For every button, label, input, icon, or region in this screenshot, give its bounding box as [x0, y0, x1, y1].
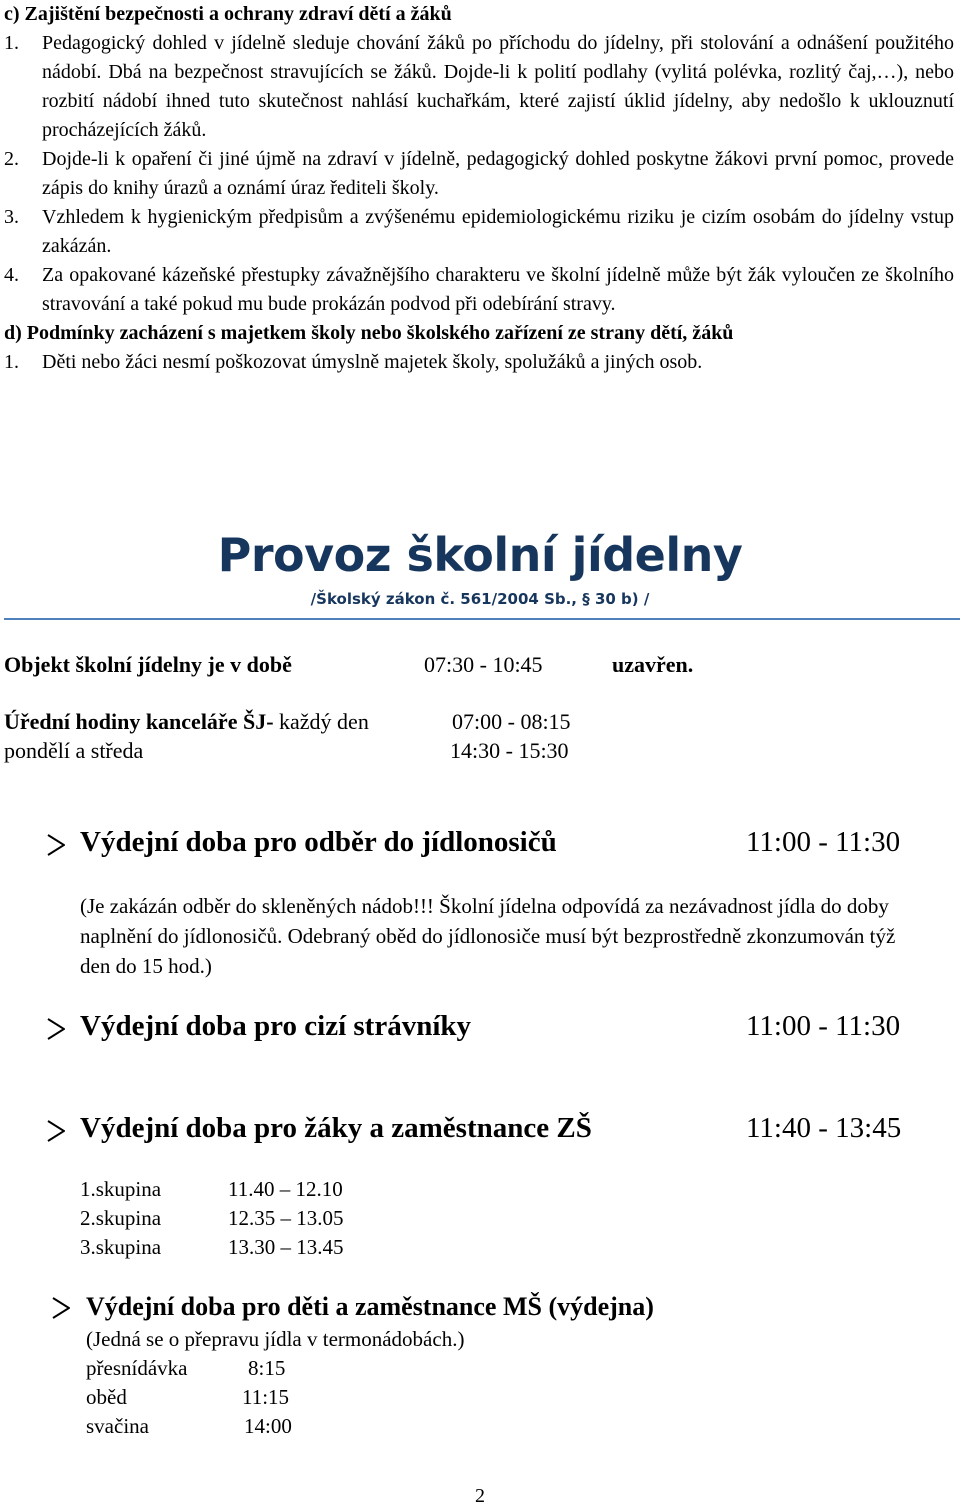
item-text: Pedagogický dohled v jídelně sleduje chování žáků po příchodu do jídelny, při stolování a odnášení použitého nádobí. Dbá na bezpečnost stravujících se žáků. Dojde-li k polití podlahy (vylitá polévka, rozlitý čaj,…), nebo rozbití nádobí ihned tuto skutečnost nahlásí kuchařkám, které zajistí úklid jídelny, aby nedošlo k uklouznutí procházejících žáků.: [42, 32, 954, 141]
office-hours-days: pondělí a středa: [4, 738, 144, 763]
list-item: [4, 261, 954, 319]
arrowhead-bullet-icon: [47, 1018, 65, 1040]
item-text: Za opakované kázeňské přestupky závažnějšího charakteru ve školní jídelně může být žák vyloučen ze školního stravování a také pokud mu bude prokázán podvod při odebírání stravy.: [42, 264, 954, 315]
meal-time: 14:00: [244, 1414, 292, 1438]
page-subtitle: /Školský zákon č. 561/2004 Sb., § 30 b) /: [310, 590, 650, 608]
group-time: 13.30 – 13.45: [228, 1235, 344, 1259]
item-text: Dojde-li k opaření či jiné újmě na zdraví v jídelně, pedagogický dohled poskytne žákovi první pomoc, provede zápis do knihy úrazů a oznámí úraz řediteli školy.: [42, 148, 954, 199]
item-number: 4.: [4, 264, 19, 286]
page-title: Provoz školní jídelny: [217, 528, 743, 582]
item-number: 2.: [4, 148, 19, 170]
office-hours-label: [4, 709, 369, 735]
item-number: 1.: [4, 32, 19, 54]
closed-time: 07:30 - 10:45: [424, 652, 543, 677]
page-number: 2: [475, 1485, 485, 1507]
serving-note: (Je zakázán odběr do skleněných nádob!!! Školní jídelna odpovídá za nezávadnost jídla do doby naplnění do jídlonosičů. Odebraný oběd do jídlonosiče musí být bezprostředně zkonzumován týž den do 15 hod.): [80, 894, 896, 978]
item-text: Děti nebo žáci nesmí poškozovat úmyslně majetek školy, spolužáků a jiných osob.: [42, 351, 703, 373]
rules-section: [4, 0, 954, 377]
meal-name: svačina: [86, 1414, 149, 1438]
arrowhead-bullet-icon: [47, 1120, 65, 1142]
office-hours-label-rest: každý den: [273, 709, 369, 734]
list-item: [4, 29, 954, 145]
section-d-heading: d) Podmínky zacházení s majetkem školy nebo školského zařízení ze strany dětí, žáků: [4, 322, 734, 344]
serving-time: 11:00 - 11:30: [746, 826, 901, 858]
group-name: 3.skupina: [80, 1235, 162, 1259]
group-name: 2.skupina: [80, 1206, 162, 1230]
serving-title: Výdejní doba pro děti a zaměstnance MŠ (výdejna): [86, 1292, 654, 1321]
title-divider: [4, 618, 960, 620]
group-name: 1.skupina: [80, 1177, 162, 1201]
item-text: Vzhledem k hygienickým předpisům a zvýšenému epidemiologickému riziku je cizím osobám do jídelny vstup zakázán.: [42, 206, 954, 257]
group-time: 12.35 – 13.05: [228, 1206, 344, 1230]
section-c-heading: c) Zajištění bezpečnosti a ochrany zdraví dětí a žáků: [4, 3, 452, 25]
list-item: [4, 145, 954, 203]
group-time: 11.40 – 12.10: [228, 1177, 343, 1201]
closed-suffix: uzavřen.: [612, 652, 694, 677]
list-item: [4, 203, 954, 261]
meal-time: 11:15: [242, 1385, 290, 1409]
closed-label: Objekt školní jídelny je v době: [4, 652, 292, 677]
serving-title: Výdejní doba pro žáky a zaměstnance ZŠ: [80, 1112, 592, 1144]
meal-name: přesnídávka: [86, 1356, 188, 1380]
serving-title: Výdejní doba pro odběr do jídlonosičů: [80, 826, 557, 858]
office-hours-time-1: 07:00 - 08:15: [452, 709, 571, 734]
office-hours-time-2: 14:30 - 15:30: [450, 738, 569, 763]
serving-title: Výdejní doba pro cizí strávníky: [80, 1010, 472, 1042]
item-number: 3.: [4, 206, 19, 228]
serving-note: (Jedná se o přepravu jídla v termonádobách.): [86, 1327, 465, 1351]
office-hours-label-bold: Úřední hodiny kanceláře ŠJ-: [4, 709, 274, 734]
serving-time: 11:40 - 13:45: [746, 1112, 902, 1144]
meal-name: oběd: [86, 1385, 127, 1409]
arrowhead-bullet-icon: [52, 1297, 70, 1319]
meal-time: 8:15: [248, 1356, 286, 1380]
arrowhead-bullet-icon: [47, 834, 65, 856]
list-item: [4, 348, 954, 377]
serving-time: 11:00 - 11:30: [746, 1010, 901, 1042]
item-number: 1.: [4, 351, 19, 373]
